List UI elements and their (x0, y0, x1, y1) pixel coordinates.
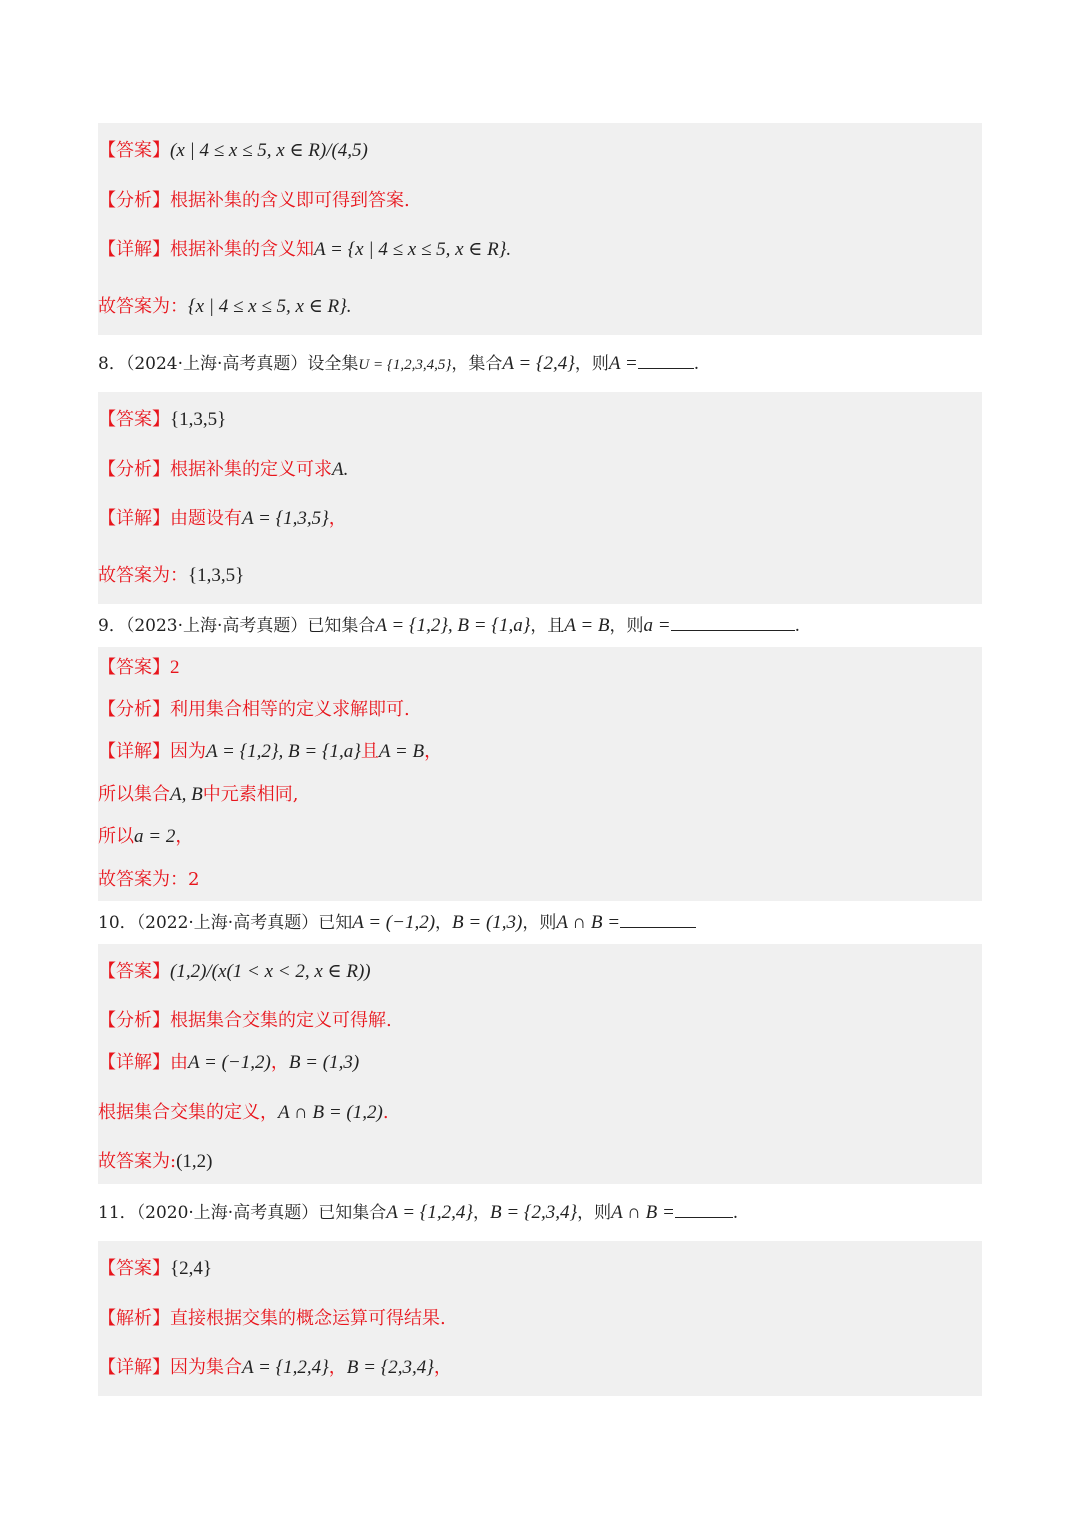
detail-text: 且 (360, 741, 379, 762)
detail-end: ， (175, 826, 194, 847)
detail-line-2 (98, 782, 298, 808)
question-math: A = {2,4} (502, 353, 575, 374)
detail-end: ， (328, 508, 347, 529)
answer-line (98, 959, 371, 985)
question-number: 8． (98, 354, 126, 374)
answer-math: (x | 4 ≤ x ≤ 5, x ∈ R)/(4,5) (170, 140, 368, 161)
answer-blank (671, 614, 795, 631)
detail-text: 因为集合 (170, 1357, 242, 1378)
detail-sep: ， (328, 1357, 347, 1378)
conclusion-line (98, 563, 244, 589)
conclusion-line (98, 294, 352, 320)
detail-math: A = {1,2,4} (242, 1357, 329, 1378)
question-end: . (732, 1203, 739, 1223)
question-math: A = {1,2}, B = {1,a} (375, 615, 531, 636)
conclusion-math: (1,2) (176, 1151, 213, 1172)
answer-blank (638, 352, 694, 369)
detail-math: A ∩ B = (1,2) (278, 1102, 383, 1123)
question-10 (98, 910, 696, 936)
question-8 (98, 351, 699, 378)
conclusion-text: 故答案为： (98, 296, 188, 317)
analysis-math: A. (332, 459, 349, 480)
question-number: 11． (98, 1203, 137, 1223)
question-text: ，则 (574, 354, 609, 374)
question-math: A ∩ B = (611, 1202, 675, 1223)
answer-tag: 【答案】 (98, 961, 170, 982)
conclusion-line (98, 1149, 212, 1175)
detail-math: A = {1,3,5} (242, 508, 329, 529)
conclusion-math: {x | 4 ≤ x ≤ 5, x ∈ R}. (188, 296, 352, 317)
question-9 (98, 613, 800, 639)
question-math: a = (643, 615, 671, 636)
analysis-line (98, 1008, 392, 1034)
answer-tag: 【答案】 (98, 657, 170, 678)
detail-text: 所以集合 (98, 784, 170, 805)
detail-sep: ， (270, 1052, 289, 1073)
detail-math: A = {x | 4 ≤ x ≤ 5, x ∈ R}. (314, 239, 512, 260)
detail-text: 由题设有 (170, 508, 242, 529)
detail-text: 中元素相同, (202, 784, 299, 805)
question-math: A = (−1,2) (352, 912, 436, 933)
detail-text: 根据集合交集的定义， (98, 1102, 278, 1123)
answer-line (98, 655, 180, 681)
detail-math: A = B (378, 741, 425, 762)
question-text: ，则 (522, 913, 557, 933)
parse-text: 直接根据交集的概念运算可得结果. (170, 1308, 446, 1329)
answer-blank (620, 911, 696, 928)
question-source: （2024·上海·高考真题）设全集 (125, 354, 359, 374)
question-text: ，集合 (451, 354, 503, 374)
detail-line-2 (98, 1100, 389, 1126)
solution-block-9 (98, 647, 982, 901)
answer-math: {2,4} (170, 1258, 212, 1279)
question-source: （2020·上海·高考真题）已知集合 (136, 1203, 387, 1223)
detail-text: 因为 (170, 741, 206, 762)
detail-math: A = (−1,2) (188, 1052, 271, 1073)
answer-blank (675, 1201, 733, 1218)
analysis-text: 根据补集的定义可求 (170, 459, 332, 480)
parse-line (98, 1306, 446, 1332)
answer-tag: 【答案】 (98, 1258, 170, 1279)
conclusion-text: 故答案为: (98, 1151, 177, 1172)
question-text: ， (435, 913, 453, 933)
analysis-tag: 【分析】 (98, 459, 170, 480)
detail-math: B = (1,3) (288, 1052, 360, 1073)
detail-line (98, 739, 442, 765)
answer-math: (1,2)/(x(1 < x < 2, x ∈ R)) (170, 961, 371, 982)
analysis-tag: 【分析】 (98, 1010, 170, 1031)
detail-text: 所以 (98, 826, 134, 847)
question-text: ，且 (530, 616, 565, 636)
question-end: . (794, 616, 800, 636)
question-math: U = {1,2,3,4,5} (358, 357, 452, 373)
detail-math: a = 2 (134, 826, 176, 847)
analysis-line (98, 697, 410, 723)
question-math: A = {1,2,4} (386, 1202, 473, 1223)
answer-line (98, 138, 368, 164)
question-text: ，则 (609, 616, 644, 636)
analysis-tag: 【分析】 (98, 699, 170, 720)
detail-text: 由 (170, 1052, 188, 1073)
detail-tag: 【详解】 (98, 741, 170, 762)
analysis-line (98, 188, 410, 214)
detail-math: A = {1,2}, B = {1,a} (206, 741, 361, 762)
question-source: （2023·上海·高考真题）已知集合 (125, 616, 376, 636)
detail-math: B = {2,3,4} (346, 1357, 434, 1378)
question-math: A = B (564, 615, 610, 636)
answer-line (98, 407, 226, 433)
detail-line (98, 1355, 452, 1381)
detail-line (98, 506, 347, 532)
analysis-tag: 【分析】 (98, 190, 170, 211)
conclusion-text: 故答案为： (98, 565, 188, 586)
detail-end: ， (424, 741, 443, 762)
detail-line (98, 237, 511, 263)
analysis-line (98, 457, 348, 483)
question-end: . (693, 354, 700, 374)
parse-tag: 【解析】 (98, 1308, 170, 1329)
question-text: ，则 (577, 1203, 612, 1223)
question-source: （2022·上海·高考真题）已知 (136, 913, 353, 933)
question-math: B = {2,3,4} (490, 1202, 578, 1223)
detail-math: A, B (170, 784, 203, 805)
analysis-text: 利用集合相等的定义求解即可. (170, 699, 410, 720)
answer-value: 2 (170, 657, 180, 678)
detail-line (98, 1050, 359, 1076)
detail-tag: 【详解】 (98, 239, 170, 260)
detail-tag: 【详解】 (98, 1357, 170, 1378)
question-11 (98, 1200, 738, 1226)
question-text: ， (473, 1203, 490, 1223)
answer-math: {1,3,5} (170, 409, 227, 430)
analysis-text: 根据补集的含义即可得到答案. (170, 190, 410, 211)
detail-tag: 【详解】 (98, 1052, 170, 1073)
detail-line-3 (98, 824, 193, 850)
answer-tag: 【答案】 (98, 409, 170, 430)
detail-tag: 【详解】 (98, 508, 170, 529)
answer-line (98, 1256, 212, 1282)
conclusion-line (98, 867, 199, 893)
question-math: B = (1,3) (452, 912, 523, 933)
question-math: A = (608, 353, 638, 374)
question-math: A ∩ B = (556, 912, 621, 933)
question-number: 9． (98, 616, 126, 636)
detail-end: ， (433, 1357, 452, 1378)
detail-text: 根据补集的含义知 (170, 239, 314, 260)
conclusion-text: 故答案为：2 (98, 869, 200, 890)
question-number: 10． (98, 913, 137, 933)
detail-end: . (382, 1102, 389, 1123)
analysis-text: 根据集合交集的定义可得解. (170, 1010, 392, 1031)
conclusion-math: {1,3,5} (188, 565, 245, 586)
answer-tag: 【答案】 (98, 140, 170, 161)
